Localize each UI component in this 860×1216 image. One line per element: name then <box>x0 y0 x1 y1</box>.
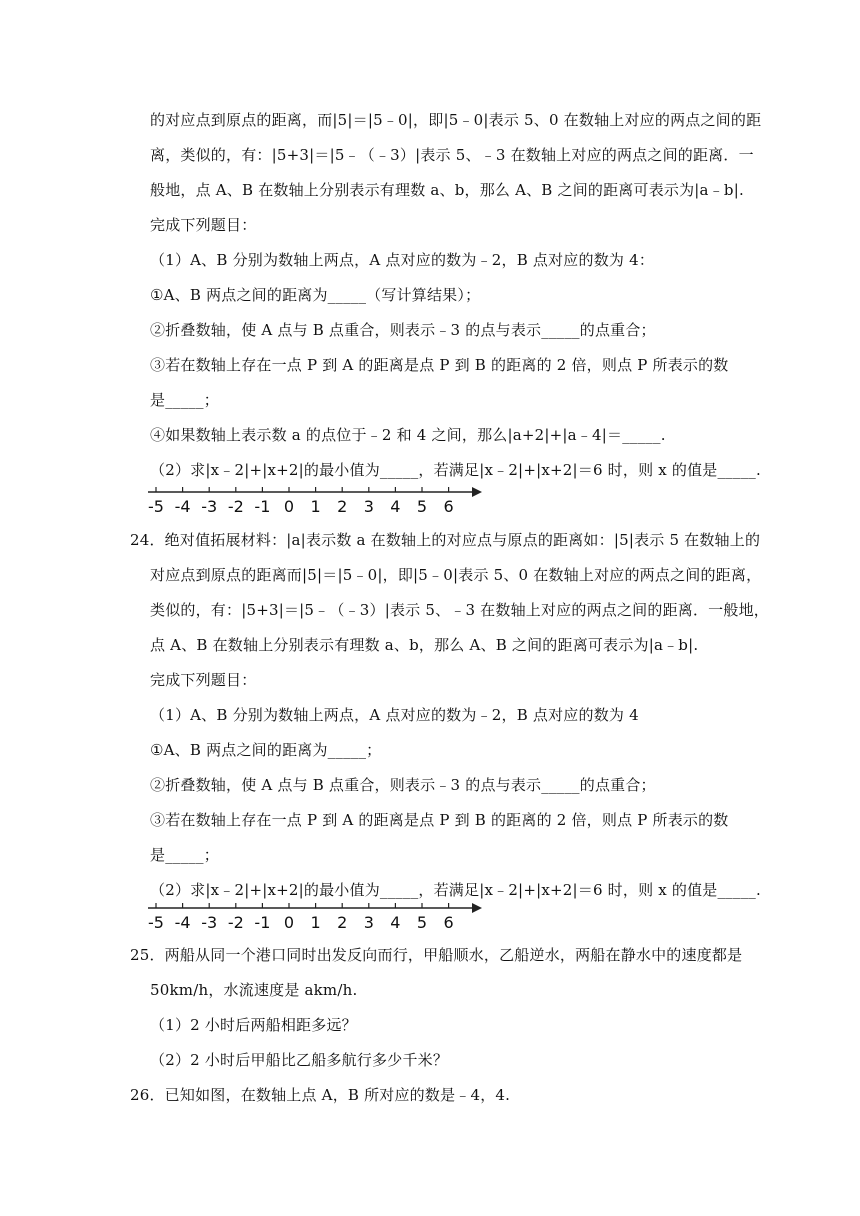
number-line-label: 5 <box>416 497 428 516</box>
text-line: 完成下列题目： <box>150 671 257 689</box>
number-line-label: 5 <box>416 913 428 932</box>
number-line-label: 4 <box>390 497 401 516</box>
number-line-label: 3 <box>363 497 374 516</box>
number-line-label: -5 <box>148 497 164 516</box>
text-line: 是_____； <box>150 391 219 409</box>
text-line: ③若在数轴上存在一点 P 到 A 的距离是点 P 到 B 的距离的 2 倍，则点 P 所表示的数 <box>150 811 729 829</box>
number-line-label: 3 <box>363 913 374 932</box>
text-line: （2）求|x﹣2|+|x+2|的最小值为_____，若满足|x﹣2|+|x+2|＝6 时，则 x 的值是_____. <box>150 461 761 479</box>
text-line: 25．两船从同一个港口同时出发反向而行，甲船顺水，乙船逆水，两船在静水中的速度都是 <box>130 946 743 964</box>
text-line: ④如果数轴上表示数 a 的点位于﹣2 和 4 之间，那么|a+2|+|a﹣4|＝_____. <box>150 426 666 444</box>
number-line-label: -3 <box>201 913 218 932</box>
text-line: 般地，点 A、B 在数轴上分别表示有理数 a、b，那么 A、B 之间的距离可表示为|a﹣b|. <box>150 181 744 199</box>
text-line: （1）2 小时后两船相距多远？ <box>150 1016 357 1034</box>
text-line: 50km/h，水流速度是 akm/h. <box>150 981 358 999</box>
number-line-label: -4 <box>174 913 191 932</box>
number-line-label: 2 <box>337 497 348 516</box>
number-line-label: 6 <box>443 913 454 932</box>
number-line-label: 1 <box>310 913 321 932</box>
text-line: ③若在数轴上存在一点 P 到 A 的距离是点 P 到 B 的距离的 2 倍，则点 P 所表示的数 <box>150 356 729 374</box>
number-line-label: 2 <box>337 913 348 932</box>
number-line-labels <box>148 497 454 516</box>
number-line-figure <box>146 898 486 934</box>
text-line: 的对应点到原点的距离，而|5|＝|5﹣0|，即|5﹣0|表示 5、0 在数轴上对应的两点之间的距 <box>150 111 762 129</box>
number-line-label: -2 <box>227 913 244 932</box>
number-line-label: 1 <box>310 497 321 516</box>
text-line: 对应点到原点的距离而|5|＝|5﹣0|，即|5﹣0|表示 5、0 在数轴上对应的两点之间的距离， <box>150 566 762 584</box>
number-line-label: -1 <box>254 913 271 932</box>
number-line-labels <box>148 913 454 932</box>
text-line: ②折叠数轴，使 A 点与 B 点重合，则表示﹣3 的点与表示_____的点重合； <box>150 321 656 339</box>
text-line: 26．已知如图，在数轴上点 A，B 所对应的数是﹣4，4. <box>130 1086 511 1104</box>
text-line: 离，类似的，有：|5+3|＝|5﹣（﹣3）|表示 5、﹣3 在数轴上对应的两点之间的距离．一 <box>150 146 754 164</box>
number-line-figure <box>146 482 486 518</box>
number-line-label: -3 <box>201 497 218 516</box>
text-line: 点 A、B 在数轴上分别表示有理数 a、b，那么 A、B 之间的距离可表示为|a﹣b|. <box>150 636 699 654</box>
number-line-label: 0 <box>283 913 295 932</box>
text-line: 类似的，有：|5+3|＝|5﹣（﹣3）|表示 5、﹣3 在数轴上对应的两点之间的距离．一般地， <box>150 601 769 619</box>
text-line: （2）2 小时后甲船比乙船多航行多少千米？ <box>150 1051 449 1069</box>
number-line-label: -5 <box>148 913 164 932</box>
number-line-label: -2 <box>227 497 244 516</box>
number-line-label: 0 <box>283 497 295 516</box>
text-line: ②折叠数轴，使 A 点与 B 点重合，则表示﹣3 的点与表示_____的点重合； <box>150 776 656 794</box>
text-line: 完成下列题目： <box>150 216 257 234</box>
text-line: （2）求|x﹣2|+|x+2|的最小值为_____，若满足|x﹣2|+|x+2|＝6 时，则 x 的值是_____. <box>150 881 761 899</box>
text-line: （1）A、B 分别为数轴上两点，A 点对应的数为﹣2，B 点对应的数为 4 <box>150 706 639 724</box>
number-line-label: -4 <box>174 497 191 516</box>
text-line: ①A、B 两点之间的距离为_____； <box>150 741 382 759</box>
text-line: （1）A、B 分别为数轴上两点，A 点对应的数为﹣2，B 点对应的数为 4： <box>150 251 655 269</box>
text-line: 是_____； <box>150 846 219 864</box>
number-line-label: 6 <box>443 497 454 516</box>
text-line: ①A、B 两点之间的距离为_____（写计算结果）； <box>150 286 481 304</box>
text-line: 24．绝对值拓展材料：|a|表示数 a 在数轴上的对应点与原点的距离如：|5|表示 5 在数轴上的 <box>130 531 761 549</box>
number-line-label: 4 <box>390 913 401 932</box>
number-line-label: -1 <box>254 497 271 516</box>
